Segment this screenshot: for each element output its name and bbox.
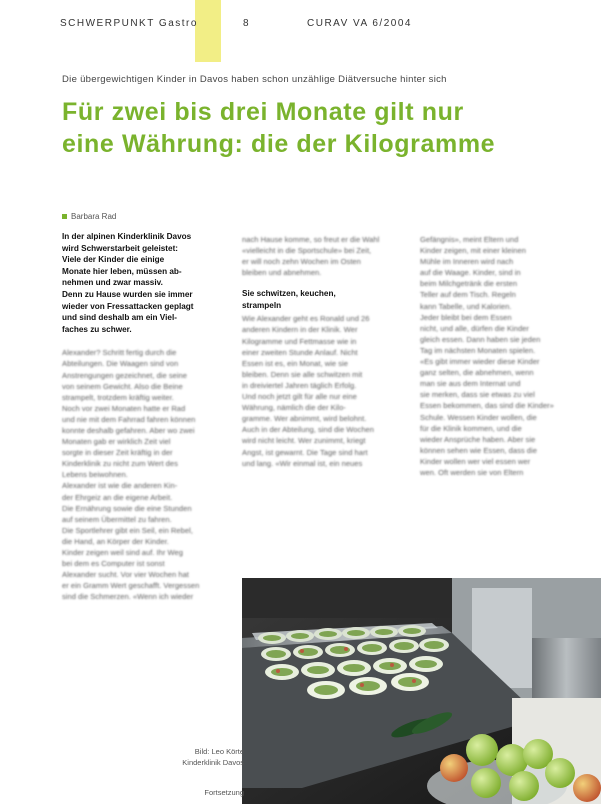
text-line: von seinem Gewicht. Also die Beine: [62, 381, 183, 391]
text-line: Kilogramme und Fettmasse wie in: [242, 336, 357, 346]
body-text: [242, 313, 402, 468]
lead-line: wieder von Fressattacken geplagt: [62, 301, 194, 311]
text-line: Monaten gab er wirklich Zeit viel: [62, 437, 171, 447]
text-line: nach Hause komme, so freut er die Wahl: [242, 235, 380, 244]
text-line: er will noch zehn Wochen im Osten: [242, 257, 361, 267]
photo-credit-line-1: Bild: Leo Körte: [194, 747, 244, 756]
lead-line: Monate hier leben, müssen ab-: [62, 266, 182, 276]
byline-author: Barbara Rad: [71, 212, 117, 221]
text-line: Essen ist es, ein Monat, wie sie: [242, 358, 348, 368]
text-line: wen. Oft werden sie von Eltern: [420, 467, 524, 477]
lead-line: faches zu schwer.: [62, 324, 132, 334]
text-line: bleiben. Denn sie alle schwitzen mit: [242, 369, 363, 379]
text-line: Die Ernährung sowie die eine Stunden: [62, 503, 192, 513]
text-line: Anstrengungen gezeichnet, die seine: [62, 370, 187, 380]
text-line: Gefängnis», meint Eltern und: [420, 235, 519, 244]
lead-line: nehmen und zwar massiv.: [62, 278, 163, 288]
lead-line: wird Schwerstarbeit geleistet:: [62, 243, 179, 253]
text-line: in dreiviertel Jahren täglich Erfolg.: [242, 380, 357, 390]
text-line: Kinder zeigen, mit einer kleinen: [420, 246, 526, 256]
text-line: auf seinem Übermittel zu fahren.: [62, 514, 172, 524]
body-text: [242, 234, 402, 278]
text-line: einer zweiten Stunde Anlauf. Nicht: [242, 347, 358, 357]
text-line: Tag im nächsten Monaten spielen.: [420, 345, 536, 355]
text-line: Wie Alexander geht es Ronald und 26: [242, 314, 370, 324]
text-line: «Es gibt immer wieder diese Kinder: [420, 357, 540, 367]
column-2: [242, 234, 402, 469]
text-line: gleich essen. Dann haben sie jeden: [420, 334, 541, 344]
lead-line: In der alpinen Kinderklinik Davos: [62, 232, 192, 241]
text-line: bei dem es Computer ist sonst: [62, 559, 165, 569]
byline-square-icon: [62, 214, 67, 219]
text-line: und lang. «Wir einmal ist, ein neues: [242, 458, 363, 468]
text-line: beim Milchgetränk die ersten: [420, 279, 518, 289]
text-line: strampelt, trotzdem kräftig weiter.: [62, 392, 174, 402]
text-line: Alexander sucht. Vor vier Wochen hat: [62, 570, 189, 580]
text-line: man sie aus dem Internat und: [420, 379, 521, 389]
lead-line: Viele der Kinder die einige: [62, 255, 165, 265]
text-line: wieder Ansprüche haben. Aber sie: [420, 434, 536, 444]
text-line: Und noch jetzt gilt für alle nur eine: [242, 392, 357, 402]
section-label: SCHWERPUNKT Gastro: [60, 18, 198, 29]
text-line: Angst, ist gewarnt. Die Tage sind hart: [242, 447, 368, 457]
text-line: Währung, nämlich die der Kilo-: [242, 403, 346, 413]
text-line: Kinder wollen wer viel essen wer: [420, 456, 531, 466]
subheading-line-1: Sie schwitzen, keuchen,: [242, 289, 336, 299]
lead-line: Denn zu Hause wurden sie immer: [62, 289, 193, 299]
text-line: Kinderklinik zu nicht zum Wert des: [62, 459, 178, 469]
headline-line-1: Für zwei bis drei Monate gilt nur: [62, 98, 464, 126]
buffet-photo-illustration: [242, 578, 601, 804]
text-line: Essen bekommen, das sind die Kinder»: [420, 401, 554, 411]
headline-line-2: eine Währung: die der Kilogramme: [62, 130, 496, 158]
text-line: Mühle im Inneren wird nach: [420, 257, 514, 267]
text-line: Lebens beiwohnen.: [62, 470, 128, 480]
text-line: Alexander? Schritt fertig durch die: [62, 348, 177, 358]
byline: [62, 212, 116, 221]
text-line: nicht, und alle, dürfen die Kinder: [420, 323, 529, 333]
text-line: sorgte in dieser Zeit kräftig in der: [62, 448, 173, 458]
text-line: können sehen wie Essen, dass die: [420, 445, 537, 455]
headline: [62, 96, 582, 160]
text-line: anderen Kindern in der Klinik. Wer: [242, 325, 358, 335]
text-line: Kinder zeigen weil sind auf. Ihr Weg: [62, 548, 184, 558]
text-line: «vielleicht in die Sportschule» bei Zeit,: [242, 246, 372, 256]
photo-credit-line-2: Kinderklinik Davos: [182, 758, 244, 767]
continuation-note: Fortsetzung: [204, 788, 244, 797]
text-line: bleiben und abnehmen.: [242, 268, 322, 278]
subheading-line-2: strampeln: [242, 300, 282, 310]
text-line: er ein Gramm Wert geschafft. Vergessen: [62, 581, 200, 591]
body-text: [62, 347, 212, 602]
text-line: sie merken, dass sie etwas zu viel: [420, 390, 535, 400]
text-line: sind die Schmerzen. «Wenn ich wieder: [62, 592, 194, 602]
body-text: [420, 234, 580, 478]
text-line: konnte deshalb gefahren. Aber wo zwei: [62, 426, 195, 435]
text-line: ganz selten, die abnehmen, wenn: [420, 368, 534, 378]
text-line: Auch in der Abteilung, sind die Wochen: [242, 425, 374, 435]
text-line: Abteilungen. Die Waagen sind von: [62, 359, 179, 369]
text-line: für die Klinik kommen, und die: [420, 423, 522, 433]
photo-credit: [150, 746, 244, 768]
text-line: Jeder bleibt bei dem Essen: [420, 312, 512, 322]
text-line: Noch vor zwei Monaten hatte er Rad: [62, 403, 186, 413]
magazine-issue: CURAV VA 6/2004: [307, 18, 412, 29]
text-line: gramme. Wer abnimmt, wird belohnt.: [242, 414, 367, 424]
lead-line: und sind deshalb am ein Viel-: [62, 313, 177, 323]
text-line: Teller auf dem Tisch. Regeln: [420, 290, 516, 300]
page-number: 8: [243, 18, 251, 29]
text-line: auf die Waage. Kinder, sind in: [420, 268, 521, 278]
lead-paragraph: [62, 231, 212, 335]
text-line: kann Tabelle, und Kalorien.: [420, 301, 512, 311]
text-line: und nie mit dem Fahrrad fahren können: [62, 414, 196, 424]
article-photo: [242, 578, 601, 804]
kicker-line: Die übergewichtigen Kinder in Davos haben schon unzählige Diätversuche hinter sich: [62, 74, 447, 85]
text-line: Alexander ist wie die anderen Kin-: [62, 481, 178, 491]
text-line: wird nicht leicht. Wer zunimmt, kriegt: [242, 436, 366, 446]
column-3: [420, 234, 580, 478]
running-header: [60, 18, 581, 32]
text-line: Die Sportlehrer gibt ein Seil, ein Rebel,: [62, 525, 193, 535]
text-line: der Ehrgeiz an die eigene Arbeit.: [62, 492, 173, 502]
subheading: [242, 288, 402, 311]
text-line: Schule. Wessen Kinder wollen, die: [420, 412, 537, 422]
column-1: [62, 231, 212, 603]
text-line: die Hand, an Körper der Kinder.: [62, 536, 169, 546]
